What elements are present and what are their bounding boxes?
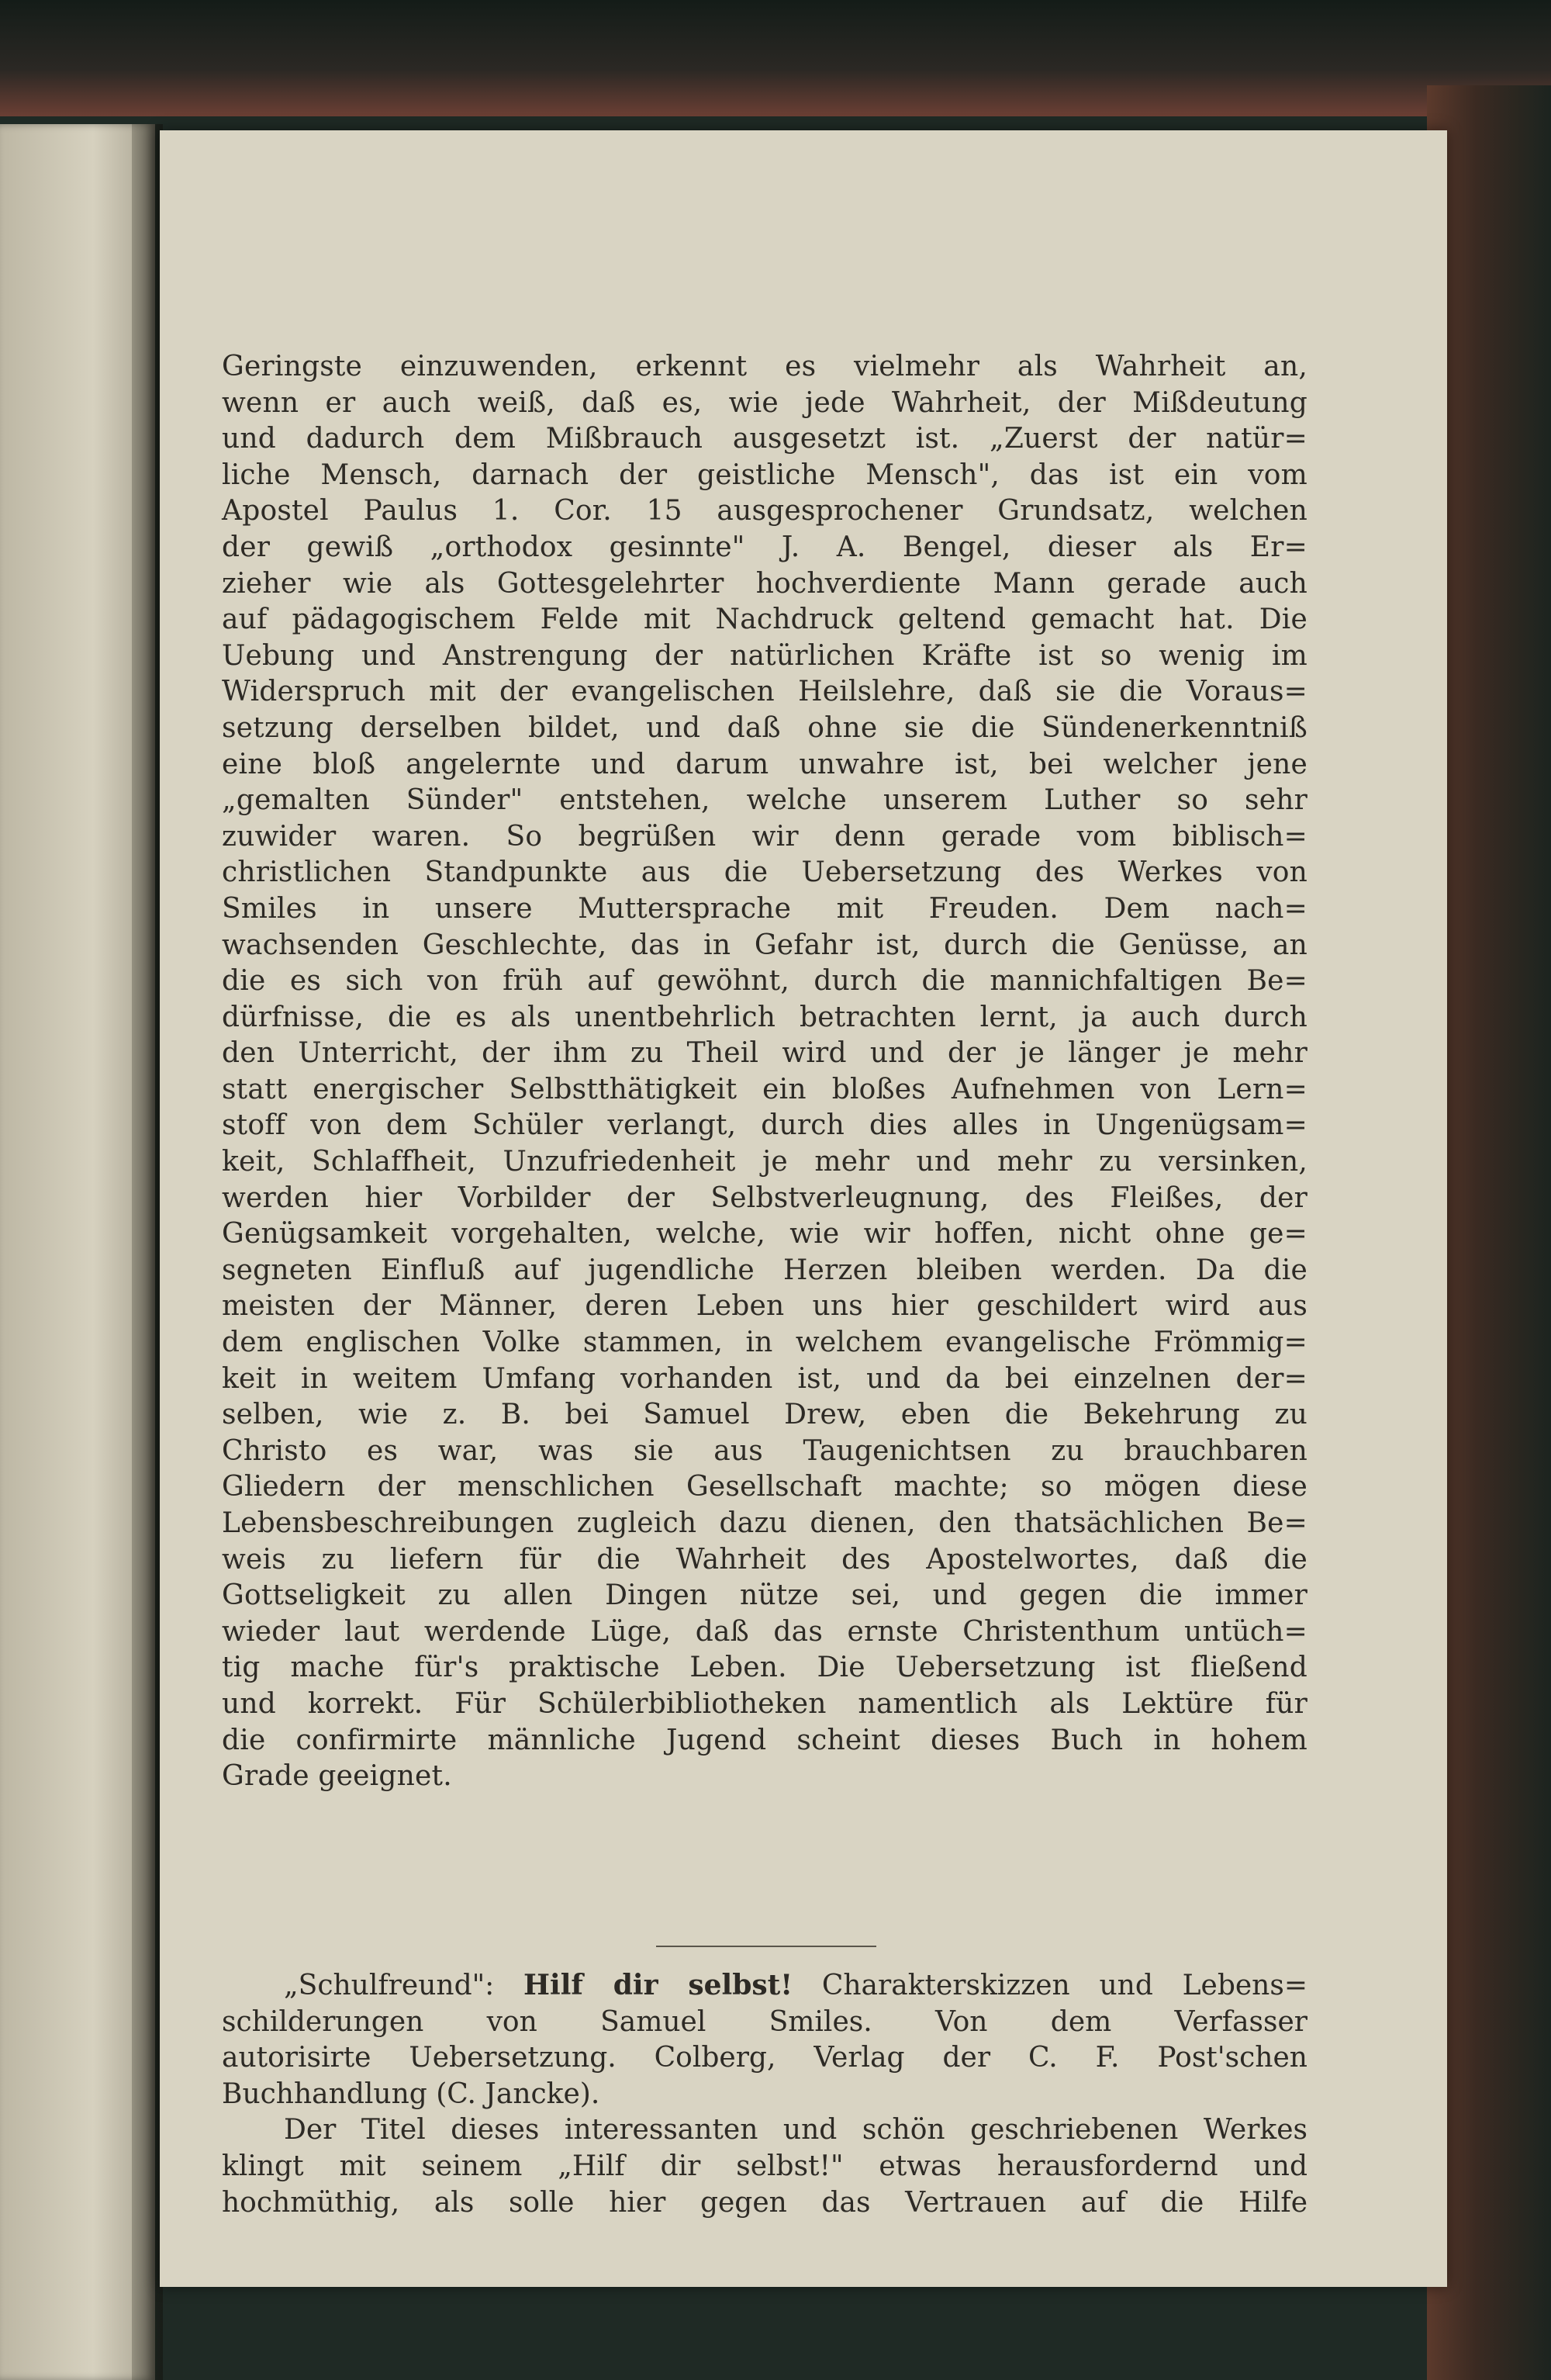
text-line: christlichen Standpunkte aus die Uebersetzung des Werkes von [222,856,1307,889]
text-line: den Unterricht, der ihm zu Theil wird und der je länger je mehr [222,1037,1307,1070]
text-line: Lebensbeschreibungen zugleich dazu dienen, den thatsächlichen Be= [222,1507,1307,1539]
text-line: selben, wie z. B. bei Samuel Drew, eben die Bekehrung zu [222,1399,1307,1431]
text-line: Genügsamkeit vorgehalten, welche, wie wir hoffen, nicht ohne ge= [222,1218,1307,1251]
paragraph-review-schulfreund [222,1967,1307,2221]
text-line: wenn er auch weiß, daß es, wie jede Wahrheit, der Mißdeutung [222,386,1307,419]
paragraph-review-body [222,349,1307,1795]
text-line: segneten Einfluß auf jugendliche Herzen bleiben werden. Da die [222,1254,1307,1286]
text-line: Buchhandlung (C. Jancke). [222,2077,600,2110]
text-line: Christo es war, was sie aus Taugenichtsen zu brauchbaren [222,1434,1307,1467]
text-line: hochmüthig, als solle hier gegen das Vertrauen auf die Hilfe [222,2186,1307,2219]
text-line: Widerspruch mit der evangelischen Heilslehre, daß sie die Voraus= [222,676,1307,708]
text-line: Geringste einzuwenden, erkennt es vielmehr als Wahrheit an, [222,351,1307,382]
text-line: auf pädagogischem Felde mit Nachdruck geltend gemacht hat. Die [222,604,1307,636]
text-line: klingt mit seinem „Hilf dir selbst!" etwas herausfordernd und [222,2150,1307,2182]
book-title: Hilf dir selbst! [523,1969,793,2001]
text-line [222,1967,1307,2005]
text-line: meisten der Männer, deren Leben uns hier geschildert wird aus [222,1290,1307,1323]
text-line: Grade geeignet. [222,1760,452,1793]
text-line: zieher wie als Gottesgelehrter hochverdiente Mann gerade auch [222,567,1307,600]
paragraph-1 [222,349,1307,1795]
text-line: stoff von dem Schüler verlangt, durch dies alles in Ungenügsam= [222,1109,1307,1142]
text-line: wachsenden Geschlechte, das in Gefahr ist, durch die Genüsse, an [222,929,1307,961]
text-line: und dadurch dem Mißbrauch ausgesetzt ist. „Zuerst der natür= [222,423,1307,455]
text-line: Uebung und Anstrengung der natürlichen Kräfte ist so wenig im [222,639,1307,672]
text-line: die confirmirte männliche Jugend scheint dieses Buch in hohem [222,1724,1307,1756]
text-line: weis zu liefern für die Wahrheit des Apostelwortes, daß die [222,1543,1307,1576]
source-label: „Schulfreund": [284,1970,524,2001]
paragraph-3 [222,2112,1307,2221]
text-line: setzung derselben bildet, und daß ohne sie die Sündenerkenntniß [222,711,1307,744]
text-line: Apostel Paulus 1. Cor. 15 ausgesprochener Grundsatz, welchen [222,495,1307,528]
text-line: statt energischer Selbstthätigkeit ein bloßes Aufnehmen von Lern= [222,1073,1307,1105]
text-line: Smiles in unsere Muttersprache mit Freuden. Dem nach= [222,892,1307,925]
text-line: eine bloß angelernte und darum unwahre ist, bei welcher jene [222,748,1307,780]
text-line: zuwider waren. So begrüßen wir denn gerade vom biblisch= [222,820,1307,853]
section-divider [656,1946,876,1947]
text-line-part: Charakterskizzen und Lebens= [793,1970,1307,2001]
text-line: schilderungen von Samuel Smiles. Von dem Verfasser [222,2005,1307,2038]
text-line: Der Titel dieses interessanten und schön geschriebenen Werkes [284,2114,1307,2146]
text-line: Gliedern der menschlichen Gesellschaft machte; so mögen diese [222,1471,1307,1503]
text-line: keit, Schlaffheit, Unzufriedenheit je mehr und mehr zu versinken, [222,1146,1307,1178]
text-line: und korrekt. Für Schülerbibliotheken namentlich als Lektüre für [222,1687,1307,1720]
book-cover-top [0,0,1551,116]
text-line: der gewiß „orthodox gesinnte" J. A. Bengel, dieser als Er= [222,531,1307,563]
paragraph-2 [222,1967,1307,2112]
text-line: „gemalten Sünder" entstehen, welche unserem Luther so sehr [222,784,1307,817]
text-line: dürfnisse, die es als unentbehrlich betrachten lernt, ja auch durch [222,1001,1307,1033]
text-line: wieder laut werdende Lüge, daß das ernste Christenthum untüch= [222,1615,1307,1648]
text-line: tig mache für's praktische Leben. Die Uebersetzung ist fließend [222,1652,1307,1684]
text-line: liche Mensch, darnach der geistliche Mensch", das ist ein vom [222,458,1307,491]
text-line: dem englischen Volke stammen, in welchem evangelische Frömmig= [222,1327,1307,1359]
book-page [160,130,1447,2287]
text-line: autorisirte Uebersetzung. Colberg, Verlag der C. F. Post'schen [222,2042,1307,2074]
text-line: werden hier Vorbilder der Selbstverleugnung, des Fleißes, der [222,1181,1307,1214]
text-line: Gottseligkeit zu allen Dingen nütze sei, und gegen die immer [222,1579,1307,1612]
text-line: die es sich von früh auf gewöhnt, durch die mannichfaltigen Be= [222,965,1307,998]
text-line: keit in weitem Umfang vorhanden ist, und da bei einzelnen der= [222,1362,1307,1395]
spine-shadow [132,124,163,2380]
